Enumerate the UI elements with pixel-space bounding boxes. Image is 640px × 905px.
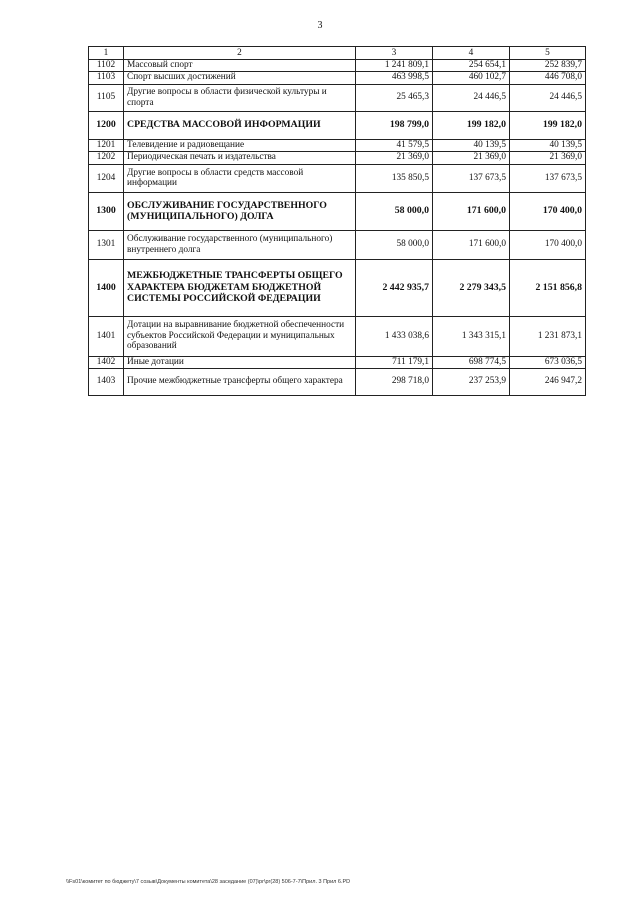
row-name: Иные дотации — [124, 356, 356, 368]
row-value-1: 21 369,0 — [356, 151, 433, 164]
table-row — [89, 368, 586, 395]
row-value-1: 298 718,0 — [356, 368, 433, 395]
column-header-year3: 5 — [510, 47, 586, 60]
row-code: 1403 — [89, 368, 124, 395]
row-code: 1200 — [89, 111, 124, 139]
row-code: 1402 — [89, 356, 124, 368]
row-value-1: 58 000,0 — [356, 230, 433, 259]
row-name: Телевидение и радиовещание — [124, 139, 356, 151]
row-value-1: 58 000,0 — [356, 192, 433, 230]
table-row — [89, 192, 586, 230]
row-value-1: 198 799,0 — [356, 111, 433, 139]
row-value-3: 137 673,5 — [510, 164, 586, 192]
row-value-1: 711 179,1 — [356, 356, 433, 368]
table-header-row — [89, 47, 586, 60]
row-code: 1204 — [89, 164, 124, 192]
table-row — [89, 164, 586, 192]
row-value-1: 1 241 809,1 — [356, 60, 433, 72]
row-value-2: 254 654,1 — [433, 60, 510, 72]
row-value-2: 698 774,5 — [433, 356, 510, 368]
table-row — [89, 259, 586, 316]
row-name: СРЕДСТВА МАССОВОЙ ИНФОРМАЦИИ — [124, 111, 356, 139]
row-value-3: 21 369,0 — [510, 151, 586, 164]
row-value-2: 171 600,0 — [433, 230, 510, 259]
row-value-1: 2 442 935,7 — [356, 259, 433, 316]
row-value-2: 460 102,7 — [433, 71, 510, 84]
row-name: Прочие межбюджетные трансферты общего характера — [124, 368, 356, 395]
table-row — [89, 316, 586, 356]
table-row — [89, 139, 586, 151]
row-value-1: 25 465,3 — [356, 84, 433, 111]
row-name: Другие вопросы в области физической культуры и спорта — [124, 84, 356, 111]
row-code: 1105 — [89, 84, 124, 111]
row-value-3: 24 446,5 — [510, 84, 586, 111]
table-row — [89, 111, 586, 139]
row-name: МЕЖБЮДЖЕТНЫЕ ТРАНСФЕРТЫ ОБЩЕГО ХАРАКТЕРА БЮДЖЕТАМ БЮДЖЕТНОЙ СИСТЕМЫ РОССИЙСКОЙ ФЕДЕРАЦИИ — [124, 259, 356, 316]
row-value-2: 199 182,0 — [433, 111, 510, 139]
column-header-name: 2 — [124, 47, 356, 60]
row-value-2: 24 446,5 — [433, 84, 510, 111]
row-value-3: 2 151 856,8 — [510, 259, 586, 316]
row-value-2: 40 139,5 — [433, 139, 510, 151]
row-value-1: 41 579,5 — [356, 139, 433, 151]
row-code: 1400 — [89, 259, 124, 316]
table-row — [89, 71, 586, 84]
row-code: 1202 — [89, 151, 124, 164]
row-value-2: 137 673,5 — [433, 164, 510, 192]
row-code: 1103 — [89, 71, 124, 84]
row-name: Другие вопросы в области средств массовой информации — [124, 164, 356, 192]
row-name: Периодическая печать и издательства — [124, 151, 356, 164]
row-value-3: 40 139,5 — [510, 139, 586, 151]
budget-table — [88, 46, 586, 396]
column-header-year1: 3 — [356, 47, 433, 60]
table-row — [89, 151, 586, 164]
row-code: 1401 — [89, 316, 124, 356]
row-name: Массовый спорт — [124, 60, 356, 72]
row-value-2: 21 369,0 — [433, 151, 510, 164]
row-code: 1301 — [89, 230, 124, 259]
row-value-3: 170 400,0 — [510, 230, 586, 259]
table-row — [89, 356, 586, 368]
table-row — [89, 60, 586, 72]
row-value-2: 237 253,9 — [433, 368, 510, 395]
row-name: Дотации на выравнивание бюджетной обеспеченности субъектов Российской Федерации и муниципальных образований — [124, 316, 356, 356]
row-value-2: 1 343 315,1 — [433, 316, 510, 356]
row-value-3: 446 708,0 — [510, 71, 586, 84]
row-value-3: 170 400,0 — [510, 192, 586, 230]
column-header-code: 1 — [89, 47, 124, 60]
row-code: 1201 — [89, 139, 124, 151]
row-value-1: 135 850,5 — [356, 164, 433, 192]
page-number: 3 — [317, 20, 323, 31]
row-value-2: 171 600,0 — [433, 192, 510, 230]
table-body — [89, 60, 586, 396]
row-value-3: 199 182,0 — [510, 111, 586, 139]
row-code: 1102 — [89, 60, 124, 72]
row-value-1: 1 433 038,6 — [356, 316, 433, 356]
row-value-3: 673 036,5 — [510, 356, 586, 368]
row-value-2: 2 279 343,5 — [433, 259, 510, 316]
row-name: Обслуживание государственного (муниципального) внутреннего долга — [124, 230, 356, 259]
row-value-3: 246 947,2 — [510, 368, 586, 395]
row-name: ОБСЛУЖИВАНИЕ ГОСУДАРСТВЕННОГО (МУНИЦИПАЛЬНОГО) ДОЛГА — [124, 192, 356, 230]
table-row — [89, 84, 586, 111]
footer-file-path: \\Fs01\комитет по бюджету\7 созыв\Документы комитета\28 заседание (07)\pr\pr(28) 506-7-7\Прил. 3 Прил 6.PD — [66, 879, 351, 885]
row-value-1: 463 998,5 — [356, 71, 433, 84]
row-value-3: 1 231 873,1 — [510, 316, 586, 356]
column-header-year2: 4 — [433, 47, 510, 60]
table-row — [89, 230, 586, 259]
row-name: Спорт высших достижений — [124, 71, 356, 84]
row-value-3: 252 839,7 — [510, 60, 586, 72]
row-code: 1300 — [89, 192, 124, 230]
